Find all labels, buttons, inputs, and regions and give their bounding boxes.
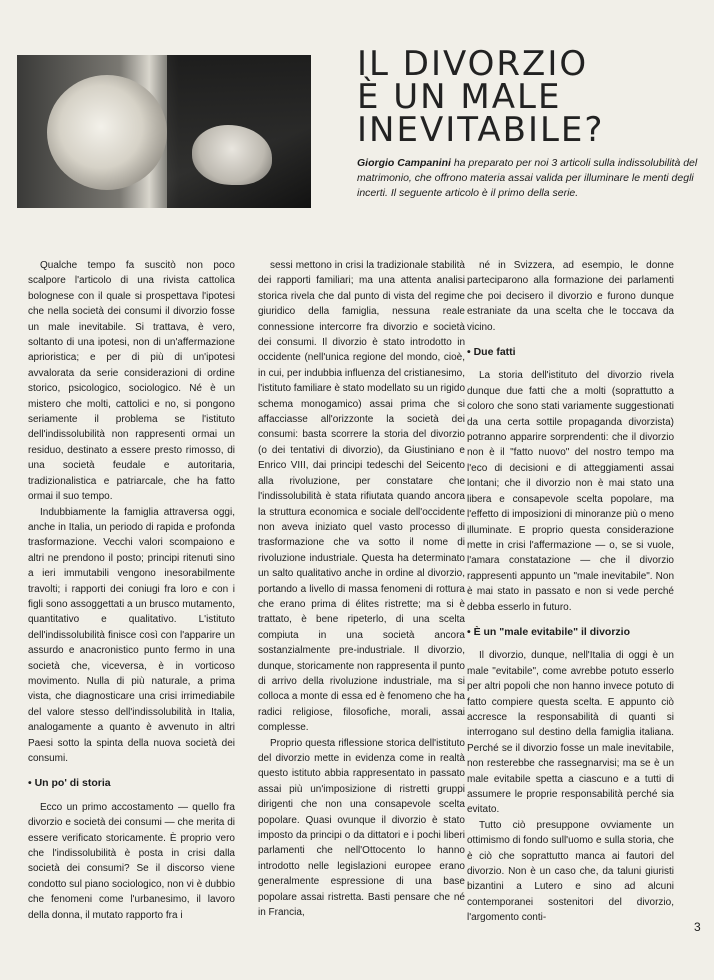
- paragraph: Tutto ciò presuppone ovviamente un ottimismo di fondo sull'uomo e sulla storia, che è ciò che soprattutto manca ai fautori del divorzio. Non è un caso che, da taluni giuristi bizantini a Lutero e sino ad alcuni contemporanei sostenitori del divorzio, l'argomento conti-: [467, 819, 674, 924]
- paragraph: Ecco un primo accostamento — quello fra divorzio e società dei consumi — che merita di essere verificato storicamente. È proprio vero che l'indissolubilità è posta in crisi dalla società dei consumi? Se il discorso viene condotto sul piano sociologico, non vi è dubbio che fenomeni come l'urbanesimo, il lavoro della donna, il mutato rapporto fra i: [28, 801, 235, 921]
- column-3: [467, 258, 674, 926]
- column-2: [258, 258, 465, 920]
- bouquet-image: [47, 75, 167, 190]
- paragraph: Qualche tempo fa suscitò non poco scalpore l'articolo di una rivista cattolica bolognese con il quale si prospettava l'ipotesi che nella società dei consumi il divorzio fosse un male inevitabile. Si trattava, è vero, soltanto di una ipotesi, non di un'affermazione aprioristica; e per di più di un'ipotesi avvalorata da serie considerazioni di ordine storico, psicologico, sociologico. Né è un mistero che molti, cattolici e no, si pongono seriamente il problema se l'istituto dell'indissolubilità non rappresenti ormai un residuo, destinato a essere presto rimosso, di una società feudale e autoritaria, tradizionalistica e patriarcale, che ha fatto ormai il suo tempo.: [28, 260, 235, 503]
- page-number: 3: [694, 920, 701, 934]
- paragraph: sessi mettono in crisi la tradizionale stabilità dei rapporti familiari; ma una attenta analisi storica rivela che dal punto di vista del regime giuridico della famiglia, nessuna reale connessione intercorre fra divorzio e società dei consumi. Il divorzio è stato introdotto in occidente (nell'unica regione del mondo, cioè, in cui, per indubbia influenza del cristianesimo, l'istituto familiare è stato modellato su un rigido schema monogamico) assai prima che si affacciasse all'orizzonte la società dei consumi: basta scorrere la storia del divorzio (o dei tentativi di divorzio), da Giustiniano e Enrico VIII, dai principi tedeschi del Seicento alla rivoluzione, per constatare che l'indissolubilità è stata rifiutata quando ancora la struttura economica e sociale dell'occidente non aveva iniziato quel vasto processo di trasformazione che va sotto il nome di rivoluzione industriale. Questa ha determinato un salto qualitativo anche in ordine al divorzio, portando a livello di massa fenomeni di rottura che erano prima di élites ristrette; ma si è trattato, è bene ripeterlo, di una scelta compiuta in una società ancora sostanzialmente pre-industriale. Il divorzio, dunque, storicamente non rappresenta il punto di arrivo della rivoluzione industriale, ma si colloca a monte di essa ed è fenomeno che ha radici religiose, filosofiche, morali, assai complesse.: [258, 260, 466, 734]
- intro-author: Giorgio Campanini: [357, 157, 451, 169]
- wedding-photo: [17, 55, 311, 208]
- section-heading: • Un po' di storia: [28, 777, 111, 790]
- paragraph: né in Svizzera, ad esempio, le donne parteciparono alla formazione dei parlamenti che poi decisero il divorzio e furono dunque estraniate da una scelta che le toccava da vicino.: [467, 260, 674, 333]
- paragraph: La storia dell'istituto del divorzio rivela dunque due fatti che a molti (soprattutto a coloro che sono stati variamente suggestionati da una certa sottile propaganda divorzista) potranno apparire sorprendenti: che il divorzio non è il "fatto nuovo" del nostro tempo ma l'eco di decisioni e di atteggiamenti assai lontani; che il divorzio non è mai stato una libera e consapevole scelta popolare, ma l'effetto di imposizioni di minoranze più o meno illuminate. E proprio questa considerazione mette in crisi l'affermazione — o, se si vuole, l'amara constatazione — che il divorzio rappresenti appunto un "male inevitabile". Non è mai stato in passato e non si vede perché debba esserlo in futuro.: [467, 370, 674, 613]
- paragraph: Il divorzio, dunque, nell'Italia di oggi è un male "evitabile", come avrebbe potuto esserlo per altri popoli che non hanno invece potuto di fatto compiere questa scelta. E appunto ciò accresce la responsabilità di quanti si interrogano sul destino della famiglia italiana. Perché se il divorzio fosse un male inevitabile, non resterebbe che rassegnarvisi; ma se è un male evitabile spetta a ciascuno e a tutti di assumere le proprie responsabilità perché sia evitato.: [467, 650, 674, 816]
- section-heading: • È un "male evitabile" il divorzio: [467, 625, 631, 638]
- intro-text: ha preparato per noi 3 articoli sulla indissolubilità del matrimonio, che offrono materia assai valida per illuminare le menti degli incerti. Il seguente articolo è il primo della serie.: [357, 157, 698, 199]
- paragraph: Indubbiamente la famiglia attraversa oggi, anche in Italia, un periodo di rapida e profonda trasformazione. Vecchi valori scompaiono e altri ne prendono il posto; principi ritenuti sino a ieri immutabili vengono inesorabilmente travolti; i rapporti dei coniugi fra loro e con i figli sono assoggettati a un brusco mutamento, quantitativo e qualitativo. L'istituto dell'indissolubilità finisce così con l'apparire un assurdo e anacronistico punto fermo in una società che, viceversa, è in vorticoso movimento. Nulla di più naturale, a prima vista, che diagnosticare una crisi irrimediabile del valore stesso dell'indissolubilità in Italia, analogamente a quanto è avvenuto in altri Paesi sotto la spinta della nuova società dei consumi.: [28, 506, 235, 764]
- section-heading: • Due fatti: [467, 346, 516, 359]
- article-intro: [357, 156, 702, 201]
- paragraph: Proprio questa riflessione storica dell'istituto del divorzio mette in evidenza come in realtà questo istituto abbia rappresentato in passato assai più un'imposizione di ristretti gruppi dirigenti che non una consapevole scelta popolare. Quasi ovunque il divorzio è stato imposto da principi o da dittatori e i pochi liberi parlamenti che nell'Ottocento lo hanno introdotto nelle legislazioni europee erano generalmente espressione di una base popolare assai ristretta. Basti pensare che né in Francia,: [258, 737, 465, 919]
- column-1: [28, 258, 235, 923]
- article-title: IL DIVORZIO È UN MALE INEVITABILE?: [357, 44, 605, 150]
